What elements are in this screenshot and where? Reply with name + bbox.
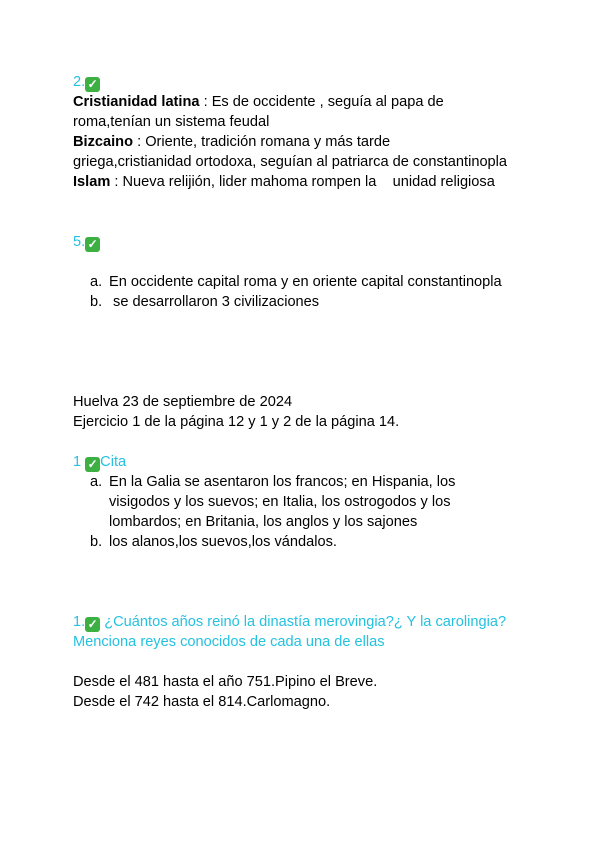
definition-islam: Islam : Nueva relijión, lider mahoma rompen la unidad religiosa: [73, 174, 495, 190]
section-1-list: [73, 472, 543, 552]
term: Islam: [73, 174, 111, 190]
document-page: [73, 72, 543, 712]
check-mark-icon: ✓: [85, 457, 100, 472]
answer-line: Desde el 742 hasta el 814.Carlomagno.: [73, 694, 331, 710]
section-5-heading: [73, 232, 543, 252]
section-1-cita-heading: [73, 452, 543, 472]
definition-bizcaino: Bizcaino : Oriente, tradición romana y más tarde griega,cristianidad ortodoxa, seguían al patriarca de constantinopla: [73, 134, 508, 170]
answer-line: Desde el 481 hasta el año 751.Pipino el Breve.: [73, 674, 378, 690]
list-item: b. se desarrollaron 3 civilizaciones: [90, 294, 320, 310]
date-line: Huelva 23 de septiembre de 2024: [73, 394, 293, 410]
section-number: 1: [73, 454, 86, 470]
section-label: Cita: [100, 454, 127, 470]
section-number: 2.: [73, 74, 86, 90]
section-number: 1.: [73, 614, 86, 630]
term: Cristianidad latina: [73, 94, 200, 110]
question-heading: [73, 612, 543, 632]
section-2-heading: [73, 72, 543, 92]
section-number: 5.: [73, 234, 86, 250]
list-item: b. los alanos,los suevos,los vándalos.: [90, 534, 337, 550]
check-mark-icon: ✓: [85, 77, 100, 92]
question-text-line-2: Menciona reyes conocidos de cada una de ellas: [73, 634, 385, 650]
term: Bizcaino: [73, 134, 134, 150]
exercise-line: Ejercicio 1 de la página 12 y 1 y 2 de la página 14.: [73, 414, 400, 430]
section-5-list: [73, 272, 543, 312]
list-item: a. En la Galia se asentaron los francos; en Hispania, los visigodos y los suevos; en Italia, los ostrogodos y los lombardos; en Britania, los anglos y los sajones: [90, 474, 456, 530]
check-mark-icon: ✓: [85, 237, 100, 252]
question-text: ¿Cuántos años reinó la dinastía merovingia?¿ Y la carolingia?: [100, 614, 507, 630]
list-item: a. En occidente capital roma y en oriente capital constantinopla: [90, 274, 502, 290]
definition-cristianidad: Cristianidad latina : Es de occidente , seguía al papa de roma,tenían un sistema feudal: [73, 94, 444, 130]
check-mark-icon: ✓: [85, 617, 100, 632]
